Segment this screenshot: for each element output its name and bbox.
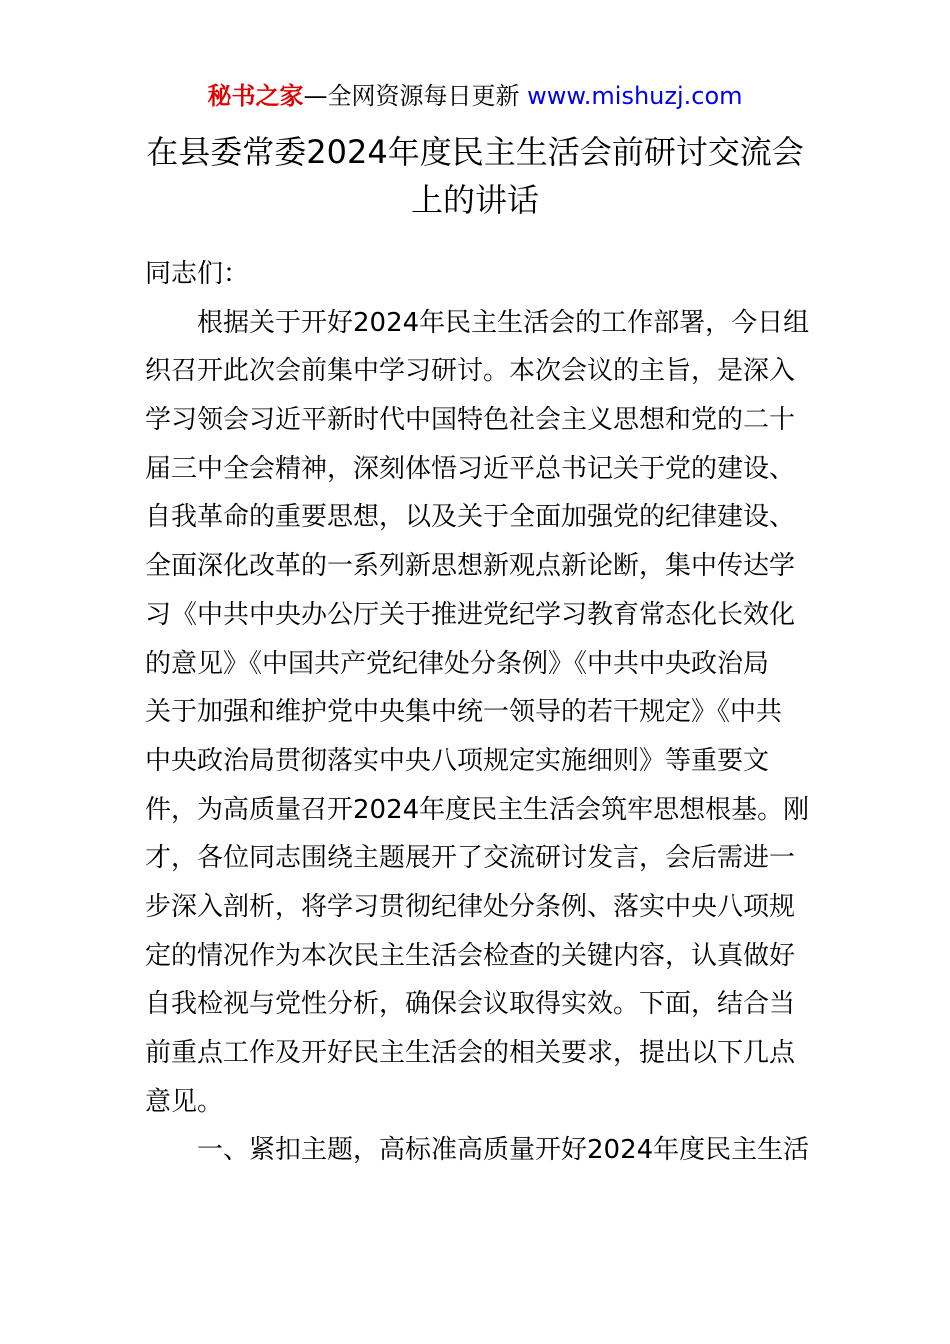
paragraph-line: 织召开此次会前集中学习研讨。本次会议的主旨，是深入 bbox=[145, 356, 796, 387]
document-body bbox=[145, 250, 815, 1175]
title-line-1: 在县委常委2024年度民主生活会前研讨交流会 bbox=[146, 133, 804, 171]
paragraph-line: 届三中全会精神，深刻体悟习近平总书记关于党的建设、 bbox=[145, 453, 796, 484]
paragraph-line: 才，各位同志围绕主题展开了交流研讨发言，会后需进一 bbox=[145, 843, 796, 874]
paragraph-line: 习《中共中央办公厅关于推进党纪学习教育常态化长效化 bbox=[145, 599, 796, 630]
document-title bbox=[140, 128, 810, 224]
site-url-link[interactable]: www.mishuzj.com bbox=[527, 82, 743, 110]
section-heading-1: 一、紧扣主题，高标准高质量开好2024年度民主生活 bbox=[197, 1135, 810, 1166]
site-brand: 秘书之家 bbox=[207, 82, 304, 110]
paragraph-line: 前重点工作及开好民主生活会的相关要求，提出以下几点 bbox=[145, 1038, 796, 1068]
site-tagline: —全网资源每日更新 bbox=[303, 82, 520, 110]
paragraph-line: 中央政治局贯彻落实中央八项规定实施细则》等重要文 bbox=[145, 745, 770, 776]
paragraph-line: 关于加强和维护党中央集中统一领导的若干规定》《中共 bbox=[145, 697, 783, 728]
paragraph-line: 定的情况作为本次民主生活会检查的关键内容，认真做好 bbox=[145, 940, 796, 971]
paragraph-line: 学习领会习近平新时代中国特色社会主义思想和党的二十 bbox=[145, 405, 796, 436]
greeting: 同志们： bbox=[145, 259, 250, 289]
paragraph-line: 的意见》《中国共产党纪律处分条例》《中共中央政治局 bbox=[145, 648, 770, 679]
paragraph-line: 意见。 bbox=[145, 1086, 224, 1117]
site-header bbox=[0, 80, 950, 112]
paragraph-line: 件，为高质量召开2024年度民主生活会筑牢思想根基。刚 bbox=[145, 794, 810, 825]
paragraph-line: 步深入剖析，将学习贯彻纪律处分条例、落实中央八项规 bbox=[145, 891, 796, 922]
title-line-2: 上的讲话 bbox=[410, 181, 539, 219]
paragraph-line: 根据关于开好2024年民主生活会的工作部署，今日组 bbox=[197, 307, 810, 338]
paragraph-line: 自我革命的重要思想，以及关于全面加强党的纪律建设、 bbox=[145, 502, 796, 533]
paragraph-line: 自我检视与党性分析，确保会议取得实效。下面，结合当 bbox=[145, 989, 796, 1020]
paragraph-line: 全面深化改革的一系列新思想新观点新论断，集中传达学 bbox=[145, 551, 796, 582]
